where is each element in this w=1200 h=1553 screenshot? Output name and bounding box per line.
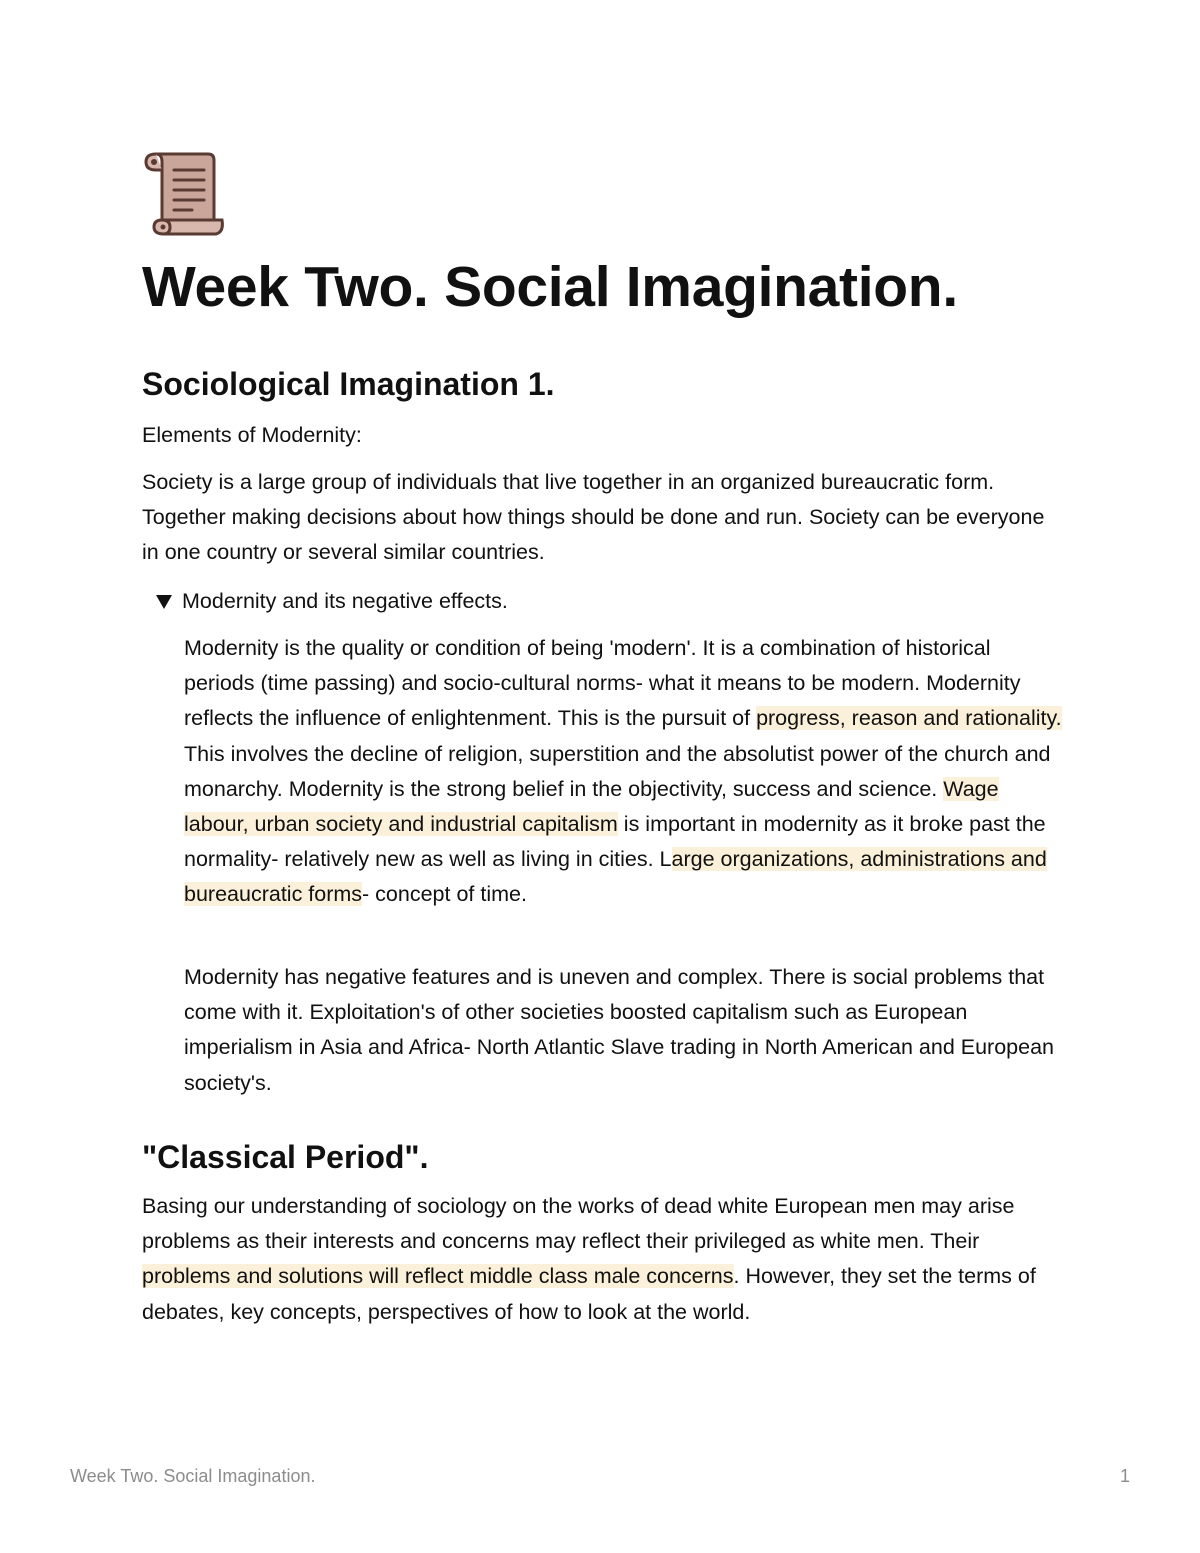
- section-heading-sociological-imagination: Sociological Imagination 1.: [142, 366, 555, 402]
- highlight-middle-class: problems and solutions will reflect middle class male concerns: [142, 1264, 734, 1289]
- triangle-down-icon[interactable]: [156, 595, 172, 609]
- modernity-text-3: is important in modernity as it broke past the normality- relatively new as well as living in cities. L: [184, 812, 1046, 872]
- elements-label: Elements of Modernity:: [142, 423, 362, 447]
- toggle-label[interactable]: Modernity and its negative effects.: [182, 589, 508, 613]
- modernity-text-4: - concept of time.: [362, 882, 527, 907]
- section-heading-classical-period: "Classical Period".: [142, 1139, 429, 1175]
- modernity-text-2: This involves the decline of religion, superstition and the absolutist power of the church and monarchy. Modernity is the strong belief in the objectivity, success and science.: [184, 741, 1051, 801]
- page-title: Week Two. Social Imagination.: [142, 255, 958, 319]
- highlight-large-organizations: arge organizations, administrations and bureaucratic forms: [184, 847, 1047, 907]
- highlight-wage-labour: Wage labour, urban society and industrial capitalism: [184, 776, 999, 837]
- highlight-progress: progress, reason and rationality.: [756, 706, 1062, 731]
- footer-title: Week Two. Social Imagination.: [70, 1466, 316, 1486]
- society-paragraph: Society is a large group of individuals that live together in an organized bureaucratic form. Together making decisions about how things should be done and run. Society can be everyone in one country or several similar countries.: [142, 470, 1045, 565]
- scroll-icon: [142, 150, 228, 238]
- classical-text-1: Basing our understanding of sociology on the works of dead white European men may arise problems as their interests and concerns may reflect their privileged as white men. Their: [142, 1194, 1015, 1254]
- toggle-modernity[interactable]: [156, 584, 508, 619]
- page-number: 1: [1119, 1466, 1130, 1486]
- classical-period-paragraph: [142, 1189, 1062, 1330]
- page-icon: [142, 150, 228, 238]
- modernity-text-1: Modernity is the quality or condition of being 'modern'. It is a combination of historical periods (time passing) and socio-cultural norms- what it means to be modern. Modernity reflects the influence of enlightenment. This is the pursuit of: [184, 636, 1021, 731]
- classical-text-2: . However, they set the terms of debates, key concepts, perspectives of how to look at the world.: [142, 1264, 1036, 1324]
- negative-features-paragraph: Modernity has negative features and is uneven and complex. There is social problems that come with it. Exploitation's of other societies boosted capitalism such as European imperialism in Asia and Africa- North Atlantic Slave trading in North American and European society's.: [184, 965, 1054, 1095]
- modernity-paragraph: [184, 631, 1064, 913]
